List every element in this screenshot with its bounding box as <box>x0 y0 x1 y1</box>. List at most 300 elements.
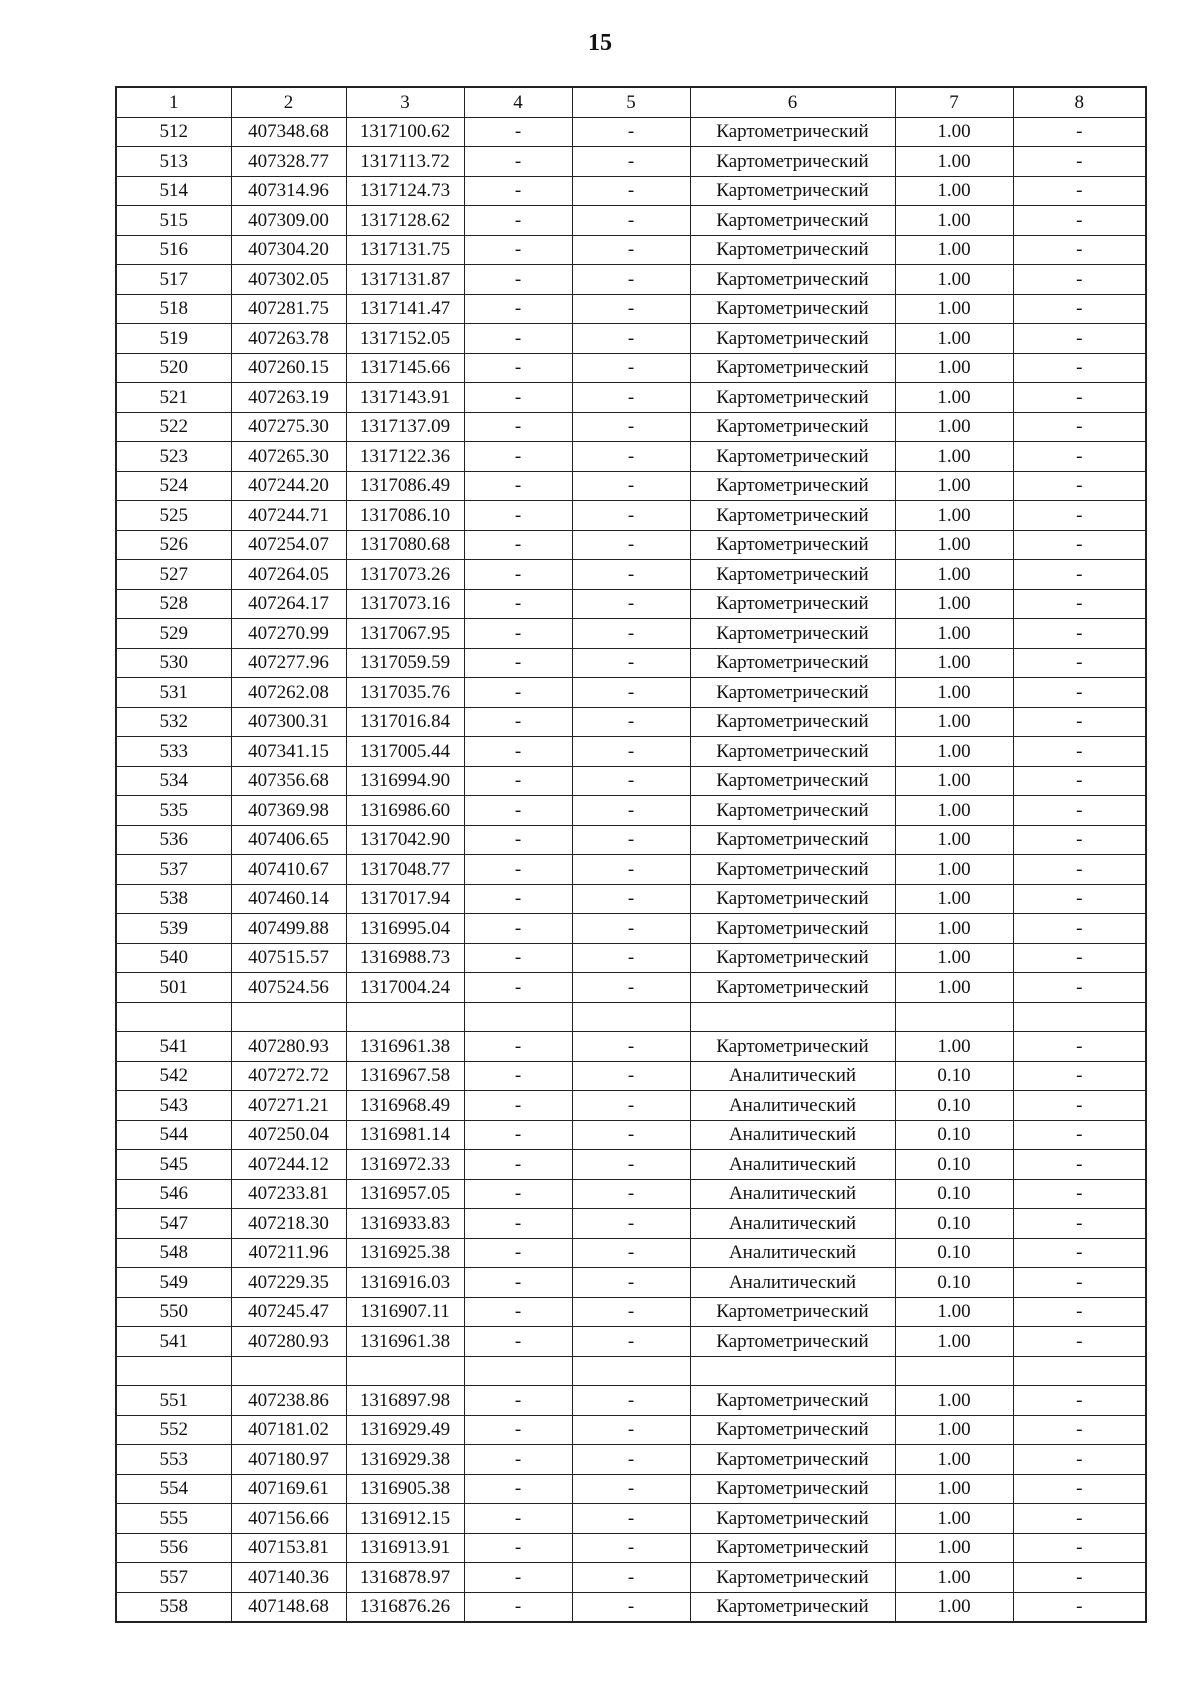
table-row <box>116 855 1146 885</box>
point-number-cell: 557 <box>116 1563 231 1593</box>
col8-cell: - <box>1013 353 1146 383</box>
col4-cell: - <box>464 442 572 472</box>
method-cell: Картометрический <box>690 324 895 354</box>
col5-cell: - <box>572 1032 690 1062</box>
accuracy-cell: 1.00 <box>895 117 1013 147</box>
accuracy-cell: 1.00 <box>895 353 1013 383</box>
method-cell: Картометрический <box>690 383 895 413</box>
point-number-cell: 541 <box>116 1327 231 1357</box>
method-cell: Картометрический <box>690 560 895 590</box>
method-cell: Картометрический <box>690 235 895 265</box>
x-coordinate-cell: 407148.68 <box>231 1592 346 1622</box>
point-number-cell: 542 <box>116 1061 231 1091</box>
method-cell: Картометрический <box>690 206 895 236</box>
accuracy-cell: 1.00 <box>895 914 1013 944</box>
col4-cell <box>464 1356 572 1386</box>
col5-cell: - <box>572 147 690 177</box>
x-coordinate-cell: 407238.86 <box>231 1386 346 1416</box>
col4-cell: - <box>464 884 572 914</box>
x-coordinate-cell: 407229.35 <box>231 1268 346 1298</box>
col8-cell: - <box>1013 1327 1146 1357</box>
table-row <box>116 1474 1146 1504</box>
x-coordinate-cell: 407181.02 <box>231 1415 346 1445</box>
col8-cell: - <box>1013 324 1146 354</box>
col5-cell: - <box>572 1563 690 1593</box>
y-coordinate-cell: 1316912.15 <box>346 1504 464 1534</box>
accuracy-cell: 1.00 <box>895 235 1013 265</box>
col5-cell: - <box>572 383 690 413</box>
col4-cell: - <box>464 353 572 383</box>
col4-cell: - <box>464 383 572 413</box>
method-cell: Картометрический <box>690 619 895 649</box>
y-coordinate-cell: 1317067.95 <box>346 619 464 649</box>
table-row <box>116 648 1146 678</box>
col8-cell: - <box>1013 589 1146 619</box>
col5-cell: - <box>572 884 690 914</box>
col5-cell: - <box>572 1445 690 1475</box>
x-coordinate-cell: 407328.77 <box>231 147 346 177</box>
method-cell: Картометрический <box>690 796 895 826</box>
accuracy-cell: 1.00 <box>895 1386 1013 1416</box>
col8-cell: - <box>1013 943 1146 973</box>
accuracy-cell: 1.00 <box>895 707 1013 737</box>
col5-cell: - <box>572 825 690 855</box>
point-number-cell: 523 <box>116 442 231 472</box>
table-row <box>116 796 1146 826</box>
col8-cell: - <box>1013 294 1146 324</box>
point-number-cell: 538 <box>116 884 231 914</box>
point-number-cell: 552 <box>116 1415 231 1445</box>
table-row <box>116 206 1146 236</box>
table-row <box>116 442 1146 472</box>
col4-cell: - <box>464 619 572 649</box>
col4-cell: - <box>464 678 572 708</box>
col4-cell: - <box>464 1533 572 1563</box>
x-coordinate-cell: 407270.99 <box>231 619 346 649</box>
col8-cell: - <box>1013 1533 1146 1563</box>
column-header: 6 <box>690 87 895 117</box>
x-coordinate-cell: 407499.88 <box>231 914 346 944</box>
method-cell: Картометрический <box>690 294 895 324</box>
table-row <box>116 973 1146 1003</box>
col4-cell: - <box>464 1179 572 1209</box>
table-row <box>116 324 1146 354</box>
accuracy-cell: 1.00 <box>895 1533 1013 1563</box>
accuracy-cell: 1.00 <box>895 1504 1013 1534</box>
point-number-cell: 527 <box>116 560 231 590</box>
col5-cell: - <box>572 353 690 383</box>
col8-cell: - <box>1013 206 1146 236</box>
method-cell: Аналитический <box>690 1061 895 1091</box>
col8-cell: - <box>1013 117 1146 147</box>
method-cell: Картометрический <box>690 737 895 767</box>
col5-cell: - <box>572 442 690 472</box>
x-coordinate-cell: 407406.65 <box>231 825 346 855</box>
x-coordinate-cell <box>231 1356 346 1386</box>
y-coordinate-cell: 1316905.38 <box>346 1474 464 1504</box>
table-row <box>116 1415 1146 1445</box>
y-coordinate-cell: 1316994.90 <box>346 766 464 796</box>
x-coordinate-cell: 407271.21 <box>231 1091 346 1121</box>
col5-cell: - <box>572 737 690 767</box>
accuracy-cell: 1.00 <box>895 1415 1013 1445</box>
x-coordinate-cell: 407410.67 <box>231 855 346 885</box>
point-number-cell: 522 <box>116 412 231 442</box>
col4-cell: - <box>464 1415 572 1445</box>
col4-cell: - <box>464 1209 572 1239</box>
y-coordinate-cell: 1316986.60 <box>346 796 464 826</box>
col5-cell: - <box>572 471 690 501</box>
y-coordinate-cell: 1316995.04 <box>346 914 464 944</box>
method-cell: Аналитический <box>690 1091 895 1121</box>
col5-cell: - <box>572 589 690 619</box>
method-cell: Аналитический <box>690 1120 895 1150</box>
accuracy-cell: 1.00 <box>895 324 1013 354</box>
accuracy-cell: 0.10 <box>895 1120 1013 1150</box>
point-number-cell: 550 <box>116 1297 231 1327</box>
col4-cell: - <box>464 1297 572 1327</box>
col8-cell: - <box>1013 147 1146 177</box>
col4-cell: - <box>464 1592 572 1622</box>
col8-cell: - <box>1013 737 1146 767</box>
table-row <box>116 825 1146 855</box>
accuracy-cell: 1.00 <box>895 619 1013 649</box>
point-number-cell: 532 <box>116 707 231 737</box>
accuracy-cell: 0.10 <box>895 1179 1013 1209</box>
col5-cell: - <box>572 1179 690 1209</box>
point-number-cell: 531 <box>116 678 231 708</box>
accuracy-cell: 1.00 <box>895 383 1013 413</box>
col4-cell: - <box>464 412 572 442</box>
y-coordinate-cell: 1316925.38 <box>346 1238 464 1268</box>
y-coordinate-cell: 1316907.11 <box>346 1297 464 1327</box>
method-cell: Картометрический <box>690 265 895 295</box>
method-cell: Аналитический <box>690 1268 895 1298</box>
col5-cell: - <box>572 1268 690 1298</box>
accuracy-cell: 1.00 <box>895 1592 1013 1622</box>
point-number-cell: 556 <box>116 1533 231 1563</box>
y-coordinate-cell: 1317145.66 <box>346 353 464 383</box>
col5-cell: - <box>572 1415 690 1445</box>
table-row <box>116 1061 1146 1091</box>
point-number-cell <box>116 1002 231 1032</box>
table-row <box>116 235 1146 265</box>
method-cell: Картометрический <box>690 176 895 206</box>
x-coordinate-cell: 407245.47 <box>231 1297 346 1327</box>
x-coordinate-cell: 407356.68 <box>231 766 346 796</box>
method-cell: Картометрический <box>690 471 895 501</box>
col4-cell: - <box>464 1504 572 1534</box>
method-cell: Картометрический <box>690 501 895 531</box>
col4-cell: - <box>464 1268 572 1298</box>
table-row <box>116 619 1146 649</box>
y-coordinate-cell: 1317141.47 <box>346 294 464 324</box>
col4-cell: - <box>464 1032 572 1062</box>
accuracy-cell: 0.10 <box>895 1150 1013 1180</box>
table-row <box>116 412 1146 442</box>
table-row <box>116 737 1146 767</box>
point-number-cell: 534 <box>116 766 231 796</box>
table-row <box>116 1032 1146 1062</box>
column-header: 1 <box>116 87 231 117</box>
point-number-cell: 521 <box>116 383 231 413</box>
x-coordinate-cell: 407263.19 <box>231 383 346 413</box>
table-row <box>116 1238 1146 1268</box>
point-number-cell: 525 <box>116 501 231 531</box>
point-number-cell: 514 <box>116 176 231 206</box>
point-number-cell: 549 <box>116 1268 231 1298</box>
col5-cell: - <box>572 1297 690 1327</box>
column-header: 3 <box>346 87 464 117</box>
y-coordinate-cell: 1317073.16 <box>346 589 464 619</box>
col8-cell: - <box>1013 973 1146 1003</box>
col4-cell: - <box>464 1061 572 1091</box>
table-row <box>116 943 1146 973</box>
y-coordinate-cell: 1316933.83 <box>346 1209 464 1239</box>
x-coordinate-cell: 407233.81 <box>231 1179 346 1209</box>
col8-cell: - <box>1013 1563 1146 1593</box>
col8-cell: - <box>1013 855 1146 885</box>
col8-cell: - <box>1013 648 1146 678</box>
y-coordinate-cell: 1316961.38 <box>346 1327 464 1357</box>
point-number-cell: 546 <box>116 1179 231 1209</box>
point-number-cell: 528 <box>116 589 231 619</box>
accuracy-cell: 1.00 <box>895 1297 1013 1327</box>
col5-cell: - <box>572 1091 690 1121</box>
point-number-cell: 558 <box>116 1592 231 1622</box>
col5-cell: - <box>572 1327 690 1357</box>
col5-cell: - <box>572 235 690 265</box>
y-coordinate-cell: 1317005.44 <box>346 737 464 767</box>
accuracy-cell: 0.10 <box>895 1238 1013 1268</box>
point-number-cell: 537 <box>116 855 231 885</box>
column-header: 8 <box>1013 87 1146 117</box>
column-header: 5 <box>572 87 690 117</box>
col8-cell: - <box>1013 530 1146 560</box>
accuracy-cell: 1.00 <box>895 412 1013 442</box>
x-coordinate-cell: 407180.97 <box>231 1445 346 1475</box>
col8-cell: - <box>1013 884 1146 914</box>
accuracy-cell: 0.10 <box>895 1209 1013 1239</box>
y-coordinate-cell: 1316981.14 <box>346 1120 464 1150</box>
col5-cell: - <box>572 1533 690 1563</box>
col5-cell: - <box>572 973 690 1003</box>
col8-cell: - <box>1013 825 1146 855</box>
col8-cell: - <box>1013 1061 1146 1091</box>
col4-cell: - <box>464 648 572 678</box>
col8-cell: - <box>1013 619 1146 649</box>
col4-cell: - <box>464 825 572 855</box>
table-header-row <box>116 87 1146 117</box>
x-coordinate-cell: 407281.75 <box>231 294 346 324</box>
table-row <box>116 1386 1146 1416</box>
col4-cell: - <box>464 589 572 619</box>
x-coordinate-cell: 407309.00 <box>231 206 346 236</box>
y-coordinate-cell: 1317035.76 <box>346 678 464 708</box>
col5-cell: - <box>572 117 690 147</box>
x-coordinate-cell: 407304.20 <box>231 235 346 265</box>
accuracy-cell: 1.00 <box>895 206 1013 236</box>
y-coordinate-cell: 1317086.49 <box>346 471 464 501</box>
table-row <box>116 766 1146 796</box>
x-coordinate-cell: 407280.93 <box>231 1032 346 1062</box>
table-row <box>116 707 1146 737</box>
col4-cell: - <box>464 1563 572 1593</box>
method-cell: Картометрический <box>690 1386 895 1416</box>
col5-cell: - <box>572 648 690 678</box>
accuracy-cell: 1.00 <box>895 442 1013 472</box>
x-coordinate-cell: 407369.98 <box>231 796 346 826</box>
accuracy-cell: 1.00 <box>895 825 1013 855</box>
point-number-cell: 536 <box>116 825 231 855</box>
col5-cell: - <box>572 530 690 560</box>
col4-cell: - <box>464 1474 572 1504</box>
method-cell: Картометрический <box>690 973 895 1003</box>
col8-cell: - <box>1013 1592 1146 1622</box>
point-number-cell: 551 <box>116 1386 231 1416</box>
col4-cell: - <box>464 176 572 206</box>
col4-cell: - <box>464 1238 572 1268</box>
col8-cell: - <box>1013 560 1146 590</box>
col4-cell: - <box>464 324 572 354</box>
y-coordinate-cell: 1317017.94 <box>346 884 464 914</box>
col5-cell: - <box>572 1150 690 1180</box>
method-cell: Картометрический <box>690 530 895 560</box>
x-coordinate-cell: 407515.57 <box>231 943 346 973</box>
table-row <box>116 678 1146 708</box>
y-coordinate-cell: 1317122.36 <box>346 442 464 472</box>
accuracy-cell: 1.00 <box>895 589 1013 619</box>
y-coordinate-cell: 1316929.49 <box>346 1415 464 1445</box>
point-number-cell: 540 <box>116 943 231 973</box>
x-coordinate-cell: 407265.30 <box>231 442 346 472</box>
col8-cell: - <box>1013 176 1146 206</box>
method-cell: Картометрический <box>690 1504 895 1534</box>
col8-cell: - <box>1013 1209 1146 1239</box>
table-row <box>116 265 1146 295</box>
method-cell: Картометрический <box>690 589 895 619</box>
col5-cell: - <box>572 796 690 826</box>
method-cell: Картометрический <box>690 1297 895 1327</box>
y-coordinate-cell: 1317073.26 <box>346 560 464 590</box>
y-coordinate-cell: 1317059.59 <box>346 648 464 678</box>
col8-cell: - <box>1013 1120 1146 1150</box>
point-number-cell: 529 <box>116 619 231 649</box>
accuracy-cell: 1.00 <box>895 766 1013 796</box>
col5-cell: - <box>572 501 690 531</box>
table-row <box>116 1592 1146 1622</box>
point-number-cell: 520 <box>116 353 231 383</box>
table-row <box>116 294 1146 324</box>
method-cell: Картометрический <box>690 147 895 177</box>
col8-cell <box>1013 1356 1146 1386</box>
method-cell <box>690 1356 895 1386</box>
method-cell: Картометрический <box>690 943 895 973</box>
point-number-cell: 501 <box>116 973 231 1003</box>
point-number-cell: 539 <box>116 914 231 944</box>
y-coordinate-cell: 1316972.33 <box>346 1150 464 1180</box>
col4-cell: - <box>464 796 572 826</box>
point-number-cell: 517 <box>116 265 231 295</box>
point-number-cell: 519 <box>116 324 231 354</box>
col4-cell: - <box>464 1386 572 1416</box>
accuracy-cell: 1.00 <box>895 530 1013 560</box>
method-cell: Картометрический <box>690 766 895 796</box>
method-cell: Картометрический <box>690 1474 895 1504</box>
col8-cell: - <box>1013 235 1146 265</box>
col8-cell: - <box>1013 1415 1146 1445</box>
table-row <box>116 530 1146 560</box>
table-row <box>116 147 1146 177</box>
x-coordinate-cell: 407218.30 <box>231 1209 346 1239</box>
column-header: 4 <box>464 87 572 117</box>
accuracy-cell: 0.10 <box>895 1268 1013 1298</box>
accuracy-cell: 1.00 <box>895 1563 1013 1593</box>
col5-cell: - <box>572 412 690 442</box>
column-header: 7 <box>895 87 1013 117</box>
accuracy-cell: 1.00 <box>895 796 1013 826</box>
col8-cell: - <box>1013 1504 1146 1534</box>
accuracy-cell: 1.00 <box>895 176 1013 206</box>
col8-cell: - <box>1013 1445 1146 1475</box>
col4-cell: - <box>464 1150 572 1180</box>
point-number-cell: 513 <box>116 147 231 177</box>
y-coordinate-cell: 1316878.97 <box>346 1563 464 1593</box>
x-coordinate-cell: 407169.61 <box>231 1474 346 1504</box>
method-cell: Картометрический <box>690 1592 895 1622</box>
table-row <box>116 914 1146 944</box>
x-coordinate-cell: 407244.71 <box>231 501 346 531</box>
method-cell: Картометрический <box>690 1327 895 1357</box>
y-coordinate-cell: 1316988.73 <box>346 943 464 973</box>
point-number-cell: 516 <box>116 235 231 265</box>
col4-cell: - <box>464 471 572 501</box>
x-coordinate-cell: 407300.31 <box>231 707 346 737</box>
x-coordinate-cell: 407263.78 <box>231 324 346 354</box>
coordinates-table <box>115 86 1147 1623</box>
table-row <box>116 471 1146 501</box>
col8-cell: - <box>1013 707 1146 737</box>
method-cell: Аналитический <box>690 1150 895 1180</box>
table-row <box>116 1504 1146 1534</box>
table-row <box>116 353 1146 383</box>
col8-cell: - <box>1013 1268 1146 1298</box>
y-coordinate-cell: 1316967.58 <box>346 1061 464 1091</box>
col8-cell: - <box>1013 1474 1146 1504</box>
method-cell: Картометрический <box>690 117 895 147</box>
y-coordinate-cell: 1316876.26 <box>346 1592 464 1622</box>
page-number: 15 <box>588 30 612 56</box>
method-cell: Картометрический <box>690 914 895 944</box>
y-coordinate-cell: 1317152.05 <box>346 324 464 354</box>
col8-cell: - <box>1013 265 1146 295</box>
table-row <box>116 1091 1146 1121</box>
point-number-cell: 544 <box>116 1120 231 1150</box>
x-coordinate-cell: 407153.81 <box>231 1533 346 1563</box>
col8-cell: - <box>1013 766 1146 796</box>
col5-cell <box>572 1356 690 1386</box>
table-row <box>116 1297 1146 1327</box>
point-number-cell <box>116 1356 231 1386</box>
accuracy-cell: 1.00 <box>895 501 1013 531</box>
x-coordinate-cell: 407460.14 <box>231 884 346 914</box>
col5-cell: - <box>572 1386 690 1416</box>
col5-cell <box>572 1002 690 1032</box>
method-cell: Картометрический <box>690 884 895 914</box>
col8-cell: - <box>1013 471 1146 501</box>
x-coordinate-cell: 407277.96 <box>231 648 346 678</box>
col5-cell: - <box>572 943 690 973</box>
